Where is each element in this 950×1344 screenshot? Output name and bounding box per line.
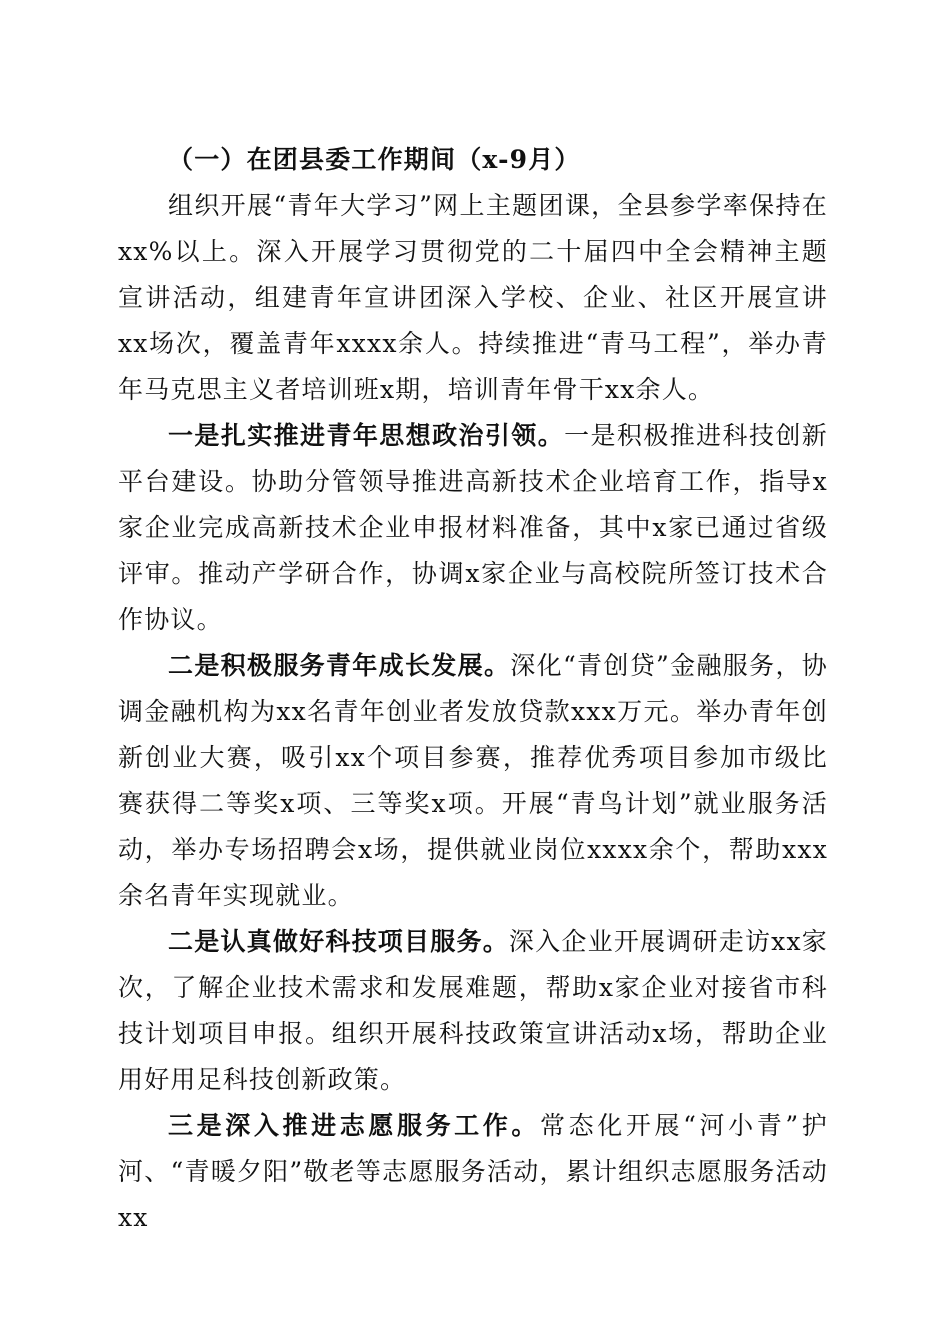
- paragraph-lead: 二是积极服务青年成长发展。: [168, 651, 511, 680]
- paragraph-4: [118, 919, 828, 1103]
- section-heading: （一）在团县委工作期间（x-9月）: [168, 145, 581, 174]
- document-page: [118, 137, 828, 1241]
- paragraph-body: 一是积极推进科技创新平台建设。协助分管领导推进高新技术企业培育工作，指导x家企业完成高新技术企业申报材料准备，其中x家已通过省级评审。推动产学研合作，协调x家企业与高校院所签订技术合作协议。: [118, 421, 828, 634]
- paragraph-body: 常态化开展“河小青”护河、“青暖夕阳”敬老等志愿服务活动，累计组织志愿服务活动xx: [118, 1111, 828, 1232]
- paragraph-1: [118, 183, 828, 413]
- paragraph-body: 组织开展“青年大学习”网上主题团课，全县参学率保持在xx%以上。深入开展学习贯彻党的二十届四中全会精神主题宣讲活动，组建青年宣讲团深入学校、企业、社区开展宣讲xx场次，覆盖青年xxxx余人。持续推进“青马工程”，举办青年马克思主义者培训班x期，培训青年骨干xx余人。: [118, 191, 828, 404]
- paragraph-body: 深入企业开展调研走访xx家次，了解企业技术需求和发展难题，帮助x家企业对接省市科技计划项目申报。组织开展科技政策宣讲活动x场，帮助企业用好用足科技创新政策。: [118, 927, 828, 1094]
- paragraph-2: [118, 413, 828, 643]
- paragraph-5: [118, 1103, 828, 1241]
- paragraph-body: 深化“青创贷”金融服务，协调金融机构为xx名青年创业者发放贷款xxx万元。举办青年创新创业大赛，吸引xx个项目参赛，推荐优秀项目参加市级比赛获得二等奖x项、三等奖x项。开展“青鸟计划”就业服务活动，举办专场招聘会x场，提供就业岗位xxxx余个，帮助xxx余名青年实现就业。: [118, 651, 828, 910]
- paragraph-lead: 二是认真做好科技项目服务。: [168, 927, 509, 956]
- paragraph-lead: 三是深入推进志愿服务工作。: [168, 1111, 541, 1140]
- paragraph-3: [118, 643, 828, 919]
- paragraph-lead: 一是扎实推进青年思想政治引领。: [168, 421, 565, 450]
